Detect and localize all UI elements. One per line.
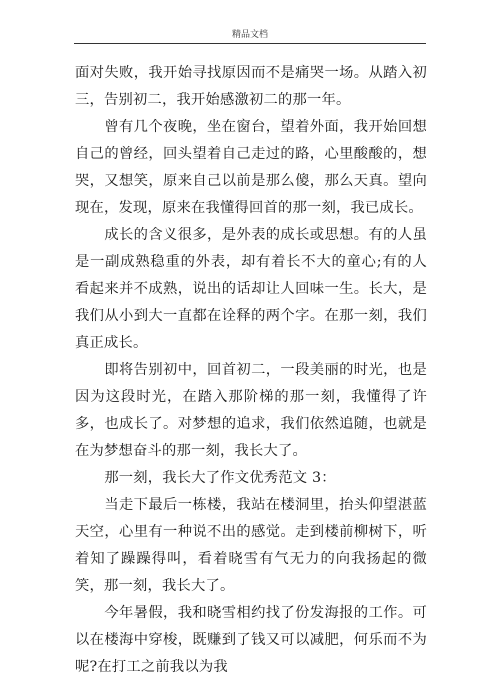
header-title: 精品文档 [231, 30, 268, 40]
paragraph-1: 面对失败，我开始寻找原因而不是痛哭一场。从踏入初三，告别初二，我开始感激初二的那一年。 [75, 65, 427, 108]
page-header [0, 0, 500, 44]
header-divider [74, 43, 426, 44]
paragraph-5: 当走下最后一栋楼，我站在楼洞里，抬头仰望湛蓝天空，心里有一种说不出的感觉。走到楼前柳树下，听着知了躁躁得叫，看着晓雪有气无力的向我扬起的微笑，那一刻，我长大了。 [75, 497, 427, 594]
paragraph-3: 成长的含义很多，是外表的成长或思想。有的人虽是一副成熟稳重的外表，却有着长不大的童心;有的人看起来并不成熟，说出的话却让人回味一生。长大，是我们从小到大一直都在诠释的两个字。在那一刻，我们真正成长。 [75, 227, 427, 351]
section-heading: 那一刻，我长大了作文优秀范文 3： [104, 470, 336, 486]
document-body [75, 60, 427, 681]
paragraph-2: 曾有几个夜晚，坐在窗台，望着外面，我开始回想自己的曾经，回头望着自己走过的路，心里酸酸的，想哭，又想笑，原来自己以前是那么傻，那么天真。望向现在，发现，原来在我懂得回首的那一刻，我已成长。 [75, 119, 427, 216]
paragraph-4: 即将告别初中，回首初二，一段美丽的时光，也是因为这段时光，在踏入那阶梯的那一刻，我懂得了许多，也成长了。对梦想的追求，我们依然追随，也就是在为梦想奋斗的那一刻，我长大了。 [75, 362, 427, 459]
paragraph-6: 今年暑假，我和晓雪相约找了份发海报的工作。可以在楼海中穿梭，既赚到了钱又可以减肥，何乐而不为呢?在打工之前我以为我 [75, 605, 427, 675]
